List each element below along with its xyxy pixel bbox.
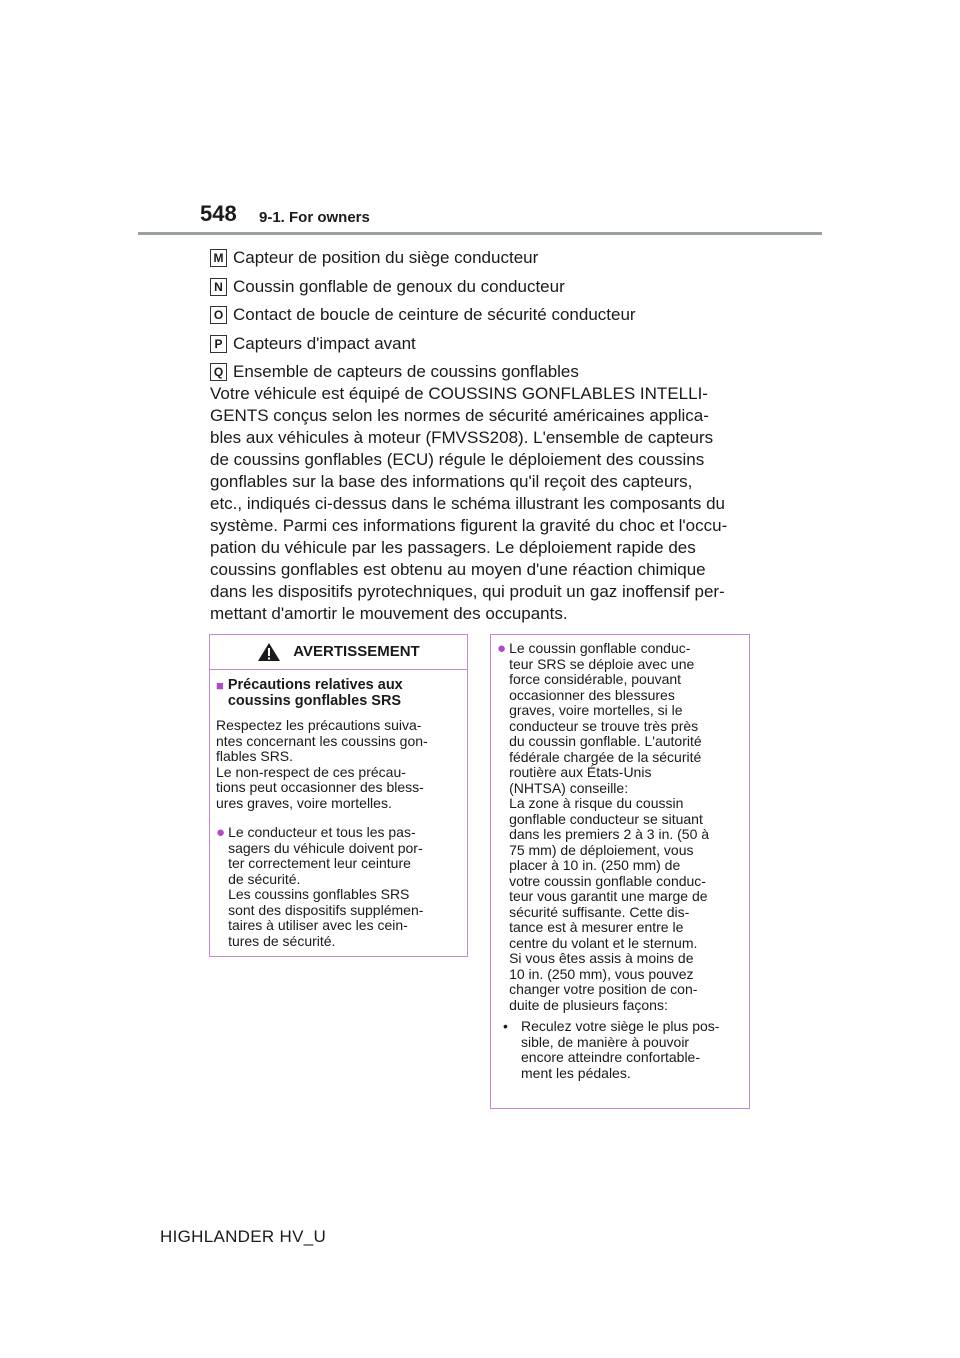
legend-item (210, 273, 770, 302)
warning-bullet (216, 825, 461, 949)
warning-subhead (216, 678, 461, 709)
warning-continued-box (490, 634, 750, 1109)
warning-continued-body (491, 635, 749, 1087)
legend-text: Ensemble de capteurs de coussins gonflables (233, 362, 579, 382)
page-number: 548 (200, 201, 237, 226)
legend-item (210, 244, 770, 273)
legend-text: Coussin gonflable de genoux du conducteur (233, 276, 565, 296)
continued-sub-bullet-text: Reculez votre siège le plus pos- sible, de manière à pouvoir encore atteindre confortable- ment les pédales. (521, 1018, 720, 1081)
section-title: 9-1. For owners (259, 209, 370, 226)
legend-item (210, 301, 770, 330)
legend-text: Capteurs d'impact avant (233, 333, 416, 353)
warning-subhead-text: Précautions relatives aux coussins gonflables SRS (227, 677, 403, 709)
footer-model: HIGHLANDER HV_U (160, 1227, 327, 1246)
warning-triangle-icon (257, 642, 281, 662)
continued-bullet-text: Le coussin gonflable conduc- teur SRS se déploie avec une force considérable, pouvant occasionner des blessures graves, voire mortelles, si le conducteur se trouve très près du coussin gonflable. L'autorité fédérale chargée de la sécurité routière aux États-Unis (NHTSA) conseille: La zone à risque du coussin gonflable conducteur se situant dans les premiers 2 à 3 in. (50 à 75 mm) de déploiement, vous placer à 10 in. (250 mm) de votre coussin gonflable conduc- teur vous garantit une marge de sécurité suffisante. Cette dis- tance est à mesurer entre le centre du volant et le sternum. Si vous êtes assis à moins de 10 in. (250 mm), vous pouvez changer votre position de con- duite de plusieurs façons: (509, 640, 710, 1013)
component-legend (210, 244, 770, 387)
legend-key: Q (210, 363, 227, 381)
legend-item (210, 330, 770, 359)
square-bullet-icon: ■ (216, 678, 224, 693)
warning-paragraph: Respectez les précautions suiva- ntes concernant les coussins gon- flables SRS. Le non-respect de ces précau- tions peut occasionner des bless- ures graves, voire mortelles. (216, 717, 428, 811)
warning-header (210, 635, 467, 670)
warning-body (210, 678, 467, 949)
warning-bullet-text: Le conducteur et tous les pas- sagers du véhicule doivent por- ter correctement leur ceinture de sécurité. Les coussins gonflables SRS sont des dispositifs supplémen- taires à utiliser avec les cein- tures de sécurité. (228, 824, 424, 949)
circle-bullet-icon: ● (497, 640, 507, 657)
continued-sub-bullet (497, 1019, 743, 1081)
legend-key: P (210, 335, 227, 353)
legend-key: M (210, 249, 227, 267)
intro-paragraph: Votre véhicule est équipé de COUSSINS GONFLABLES INTELLI- GENTS conçus selon les normes de sécurité américaines applica- bles aux véhicules à moteur (FMVSS208). L'ensemble de capteurs de coussins gonflables (ECU) régule le déploiement des coussins gonflables sur la base des informations qu'il reçoit des capteurs, etc., indiqués ci-dessus dans le schéma illustrant les composants du système. Parmi ces informations figurent la gravité du choc et l'occu- pation du véhicule par les passagers. Le déploiement rapide des coussins gonflables est obtenu au moyen d'une réaction chimique dans les dispositifs pyrotechniques, qui produit un gaz inoffensif per- mettant d'amortir le mouvement des occupants. (210, 384, 728, 623)
legend-text: Contact de boucle de ceinture de sécurité conducteur (233, 305, 636, 325)
legend-text: Capteur de position du siège conducteur (233, 248, 539, 268)
warning-box (209, 634, 468, 957)
circle-bullet-icon: ● (216, 824, 226, 841)
legend-key: O (210, 306, 227, 324)
header-rule (138, 232, 822, 235)
dot-bullet-icon: • (503, 1018, 508, 1034)
warning-title: AVERTISSEMENT (293, 643, 420, 661)
continued-bullet (497, 641, 743, 1013)
legend-key: N (210, 278, 227, 296)
